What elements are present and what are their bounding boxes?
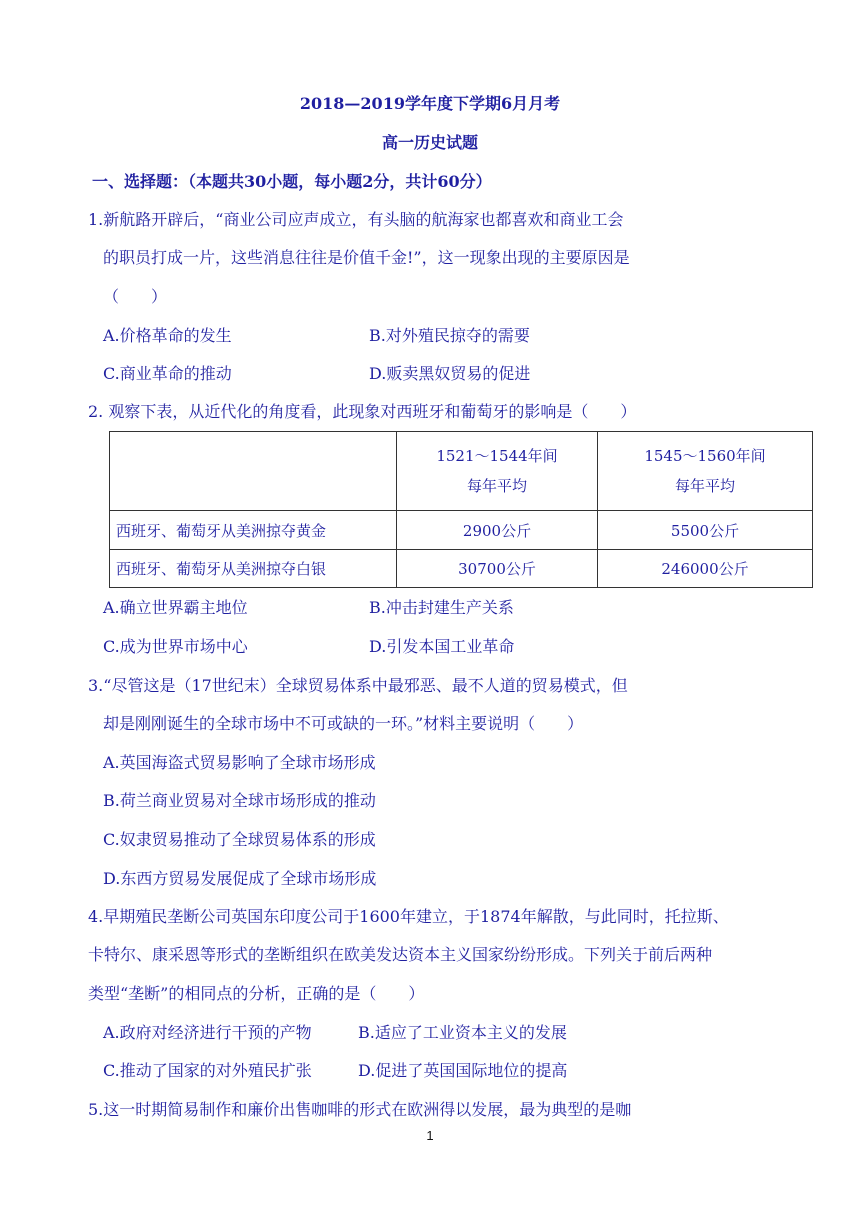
table-cell: 2900公斤 bbox=[397, 511, 598, 550]
question-4-option-d: D.促进了英国国际地位的提高 bbox=[358, 1061, 568, 1080]
question-1-option-b: B.对外殖民掠夺的需要 bbox=[369, 326, 530, 345]
question-3-option-a: A.英国海盗式贸易影响了全球市场形成 bbox=[103, 753, 376, 772]
period-1-note: 每年平均 bbox=[466, 477, 527, 495]
question-4-option-b: B.适应了工业资本主义的发展 bbox=[358, 1023, 567, 1042]
question-2-option-d: D.引发本国工业革命 bbox=[369, 637, 515, 656]
table-header-period-2 bbox=[598, 432, 813, 511]
exam-subtitle: 高一历史试题 bbox=[381, 133, 478, 152]
question-1-blank: （ ） bbox=[103, 287, 168, 306]
question-3-option-c: C.奴隶贸易推动了全球贸易体系的形成 bbox=[103, 830, 376, 849]
table-row bbox=[110, 511, 813, 550]
question-4-option-a: A.政府对经济进行干预的产物 bbox=[103, 1023, 312, 1042]
question-1-option-a: A.价格革命的发生 bbox=[103, 326, 232, 345]
period-1-range: 1521～1544年间 bbox=[436, 447, 558, 465]
question-2-option-b: B.冲击封建生产关系 bbox=[369, 598, 514, 617]
table-row bbox=[110, 550, 813, 588]
question-3-option-d: D.东西方贸易发展促成了全球市场形成 bbox=[103, 869, 377, 888]
period-2-note: 每年平均 bbox=[674, 477, 735, 495]
data-table bbox=[109, 431, 813, 588]
page-number: 1 bbox=[426, 1128, 434, 1143]
table-row-label: 西班牙、葡萄牙从美洲掠夺黄金 bbox=[110, 511, 397, 550]
table-header-row bbox=[110, 432, 813, 511]
question-3-line1: 3.“尽管这是（17世纪末）全球贸易体系中最邪恶、最不人道的贸易模式，但 bbox=[88, 676, 628, 695]
question-4-line1: 4.早期殖民垄断公司英国东印度公司于1600年建立，于1874年解散，与此同时，托拉斯、 bbox=[88, 907, 729, 926]
question-5-line1: 5.这一时期简易制作和廉价出售咖啡的形式在欧洲得以发展，最为典型的是咖 bbox=[88, 1100, 632, 1119]
table-cell: 5500公斤 bbox=[598, 511, 813, 550]
period-2-range: 1545～1560年间 bbox=[644, 447, 766, 465]
exam-title: 2018—2019学年度下学期6月月考 bbox=[299, 94, 561, 113]
question-1-option-d: D.贩卖黑奴贸易的促进 bbox=[369, 364, 531, 383]
question-2-line1: 2. 观察下表，从近代化的角度看，此现象对西班牙和葡萄牙的影响是（ ） bbox=[88, 402, 637, 421]
question-3-line2: 却是刚刚诞生的全球市场中不可或缺的一环。”材料主要说明（ ） bbox=[103, 714, 584, 733]
question-2-option-c: C.成为世界市场中心 bbox=[103, 637, 248, 656]
table-cell: 30700公斤 bbox=[397, 550, 598, 588]
table-row-label: 西班牙、葡萄牙从美洲掠夺白银 bbox=[110, 550, 397, 588]
question-1-line1: 1.新航路开辟后，“商业公司应声成立，有头脑的航海家也都喜欢和商业工会 bbox=[88, 210, 624, 229]
section-heading: 一、选择题：（本题共30小题，每小题2分，共计60分） bbox=[92, 172, 492, 191]
question-4-line3: 类型“垄断”的相同点的分析，正确的是（ ） bbox=[88, 984, 425, 1003]
question-2-option-a: A.确立世界霸主地位 bbox=[103, 598, 248, 617]
question-1-option-c: C.商业革命的推动 bbox=[103, 364, 232, 383]
table-header-empty bbox=[110, 432, 397, 511]
question-1-line2: 的职员打成一片，这些消息往往是价值千金!”，这一现象出现的主要原因是 bbox=[103, 248, 630, 267]
question-4-option-c: C.推动了国家的对外殖民扩张 bbox=[103, 1061, 312, 1080]
question-4-line2: 卡特尔、康采恩等形式的垄断组织在欧美发达资本主义国家纷纷形成。下列关于前后两种 bbox=[88, 945, 713, 964]
table-cell: 246000公斤 bbox=[598, 550, 813, 588]
question-3-option-b: B.荷兰商业贸易对全球市场形成的推动 bbox=[103, 791, 376, 810]
table-header-period-1 bbox=[397, 432, 598, 511]
